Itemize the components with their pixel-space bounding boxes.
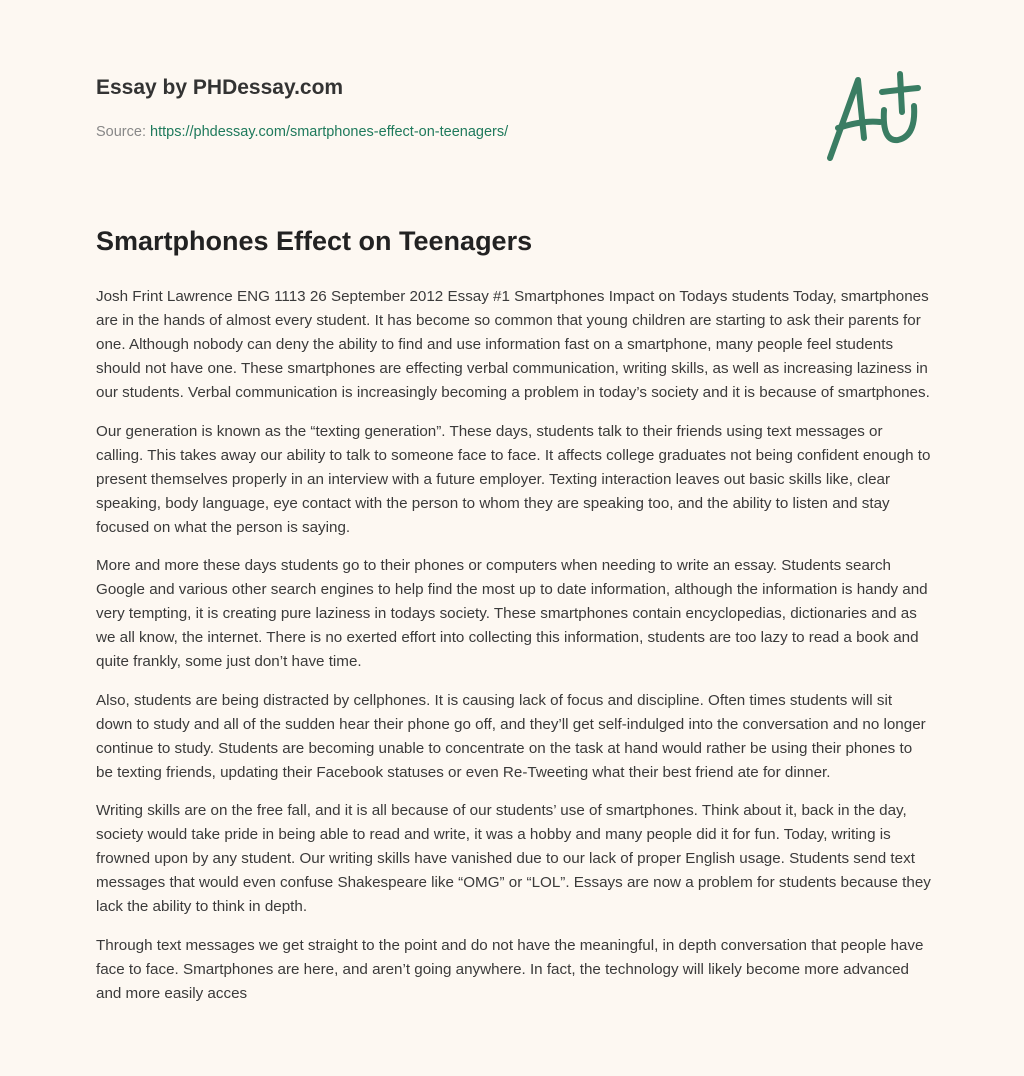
paragraph: Writing skills are on the free fall, and it is all because of our students’ use of smartphones. Think about it, back in the day, society would take pride in being able to read and write, it was a hobby and many people did it for fun. Today, writing is frowned upon by any student. Our writing skills have vanished due to our lack of proper English usage. Students send text messages that would even confuse Shakespeare like “OMG” or “LOL”. Essays are now a problem for students because they lack the ability to think in depth. <box>96 802 931 915</box>
source-label: Source: <box>96 124 146 140</box>
site-title: Essay by PHDessay.com <box>96 76 344 99</box>
article-title: Smartphones Effect on Teenagers <box>96 226 533 256</box>
paragraph: Through text messages we get straight to the point and do not have the meaningful, in depth conversation that people have face to face. Smartphones are here, and aren’t going anywhere. In fact, the technology will likely become more advanced and more easily acces <box>96 936 924 1002</box>
article-body <box>96 285 932 1020</box>
paragraph: Our generation is known as the “texting generation”. These days, students talk to their friends using text messages or calling. This takes away our ability to talk to someone face to face. It affects college graduates not being confident enough to present themselves properly in an interview with a future employer. Texting interaction leaves out basic skills like, clear speaking, body language, eye contact with the person to whom they are speaking too, and the ability to listen and stay focused on what the person is saying. <box>96 422 931 536</box>
paragraph: Also, students are being distracted by cellphones. It is causing lack of focus and discipline. Often times students will sit down to study and all of the sudden hear their phone go off, and they’ll get self-indulged into the conversation and no longer continue to study. Students are becoming unable to concentrate on the task at hand would rather be using their phones to be texting friends, updating their Facebook statuses or even Re-Tweeting what their best friend ate for dinner. <box>96 691 926 781</box>
paragraph: More and more these days students go to their phones or computers when needing to write an essay. Students search Google and various other search engines to help find the most up to date information, although the information is handy and very tempting, it is creating pure laziness in todays society. These smartphones contain encyclopedias, dictionaries and as we all know, the internet. There is no exerted effort into collecting this information, students are too lazy to read a book and quite frankly, some just don’t have time. <box>96 557 928 670</box>
paragraph: Josh Frint Lawrence ENG 1113 26 September 2012 Essay #1 Smartphones Impact on Todays students Today, smartphones are in the hands of almost every student. It has become so common that young children are starting to ask their parents for one. Although nobody can deny the ability to find and use information fast on a smartphone, many people feel students should not have one. These smartphones are effecting verbal communication, writing skills, as well as increasing laziness in our students. Verbal communication is increasingly becoming a problem in today’s society and it is because of smartphones. <box>96 288 930 401</box>
source-link[interactable]: https://phdessay.com/smartphones-effect-on-teenagers/ <box>150 124 509 140</box>
a-plus-logo-icon <box>818 68 928 164</box>
source-line <box>96 124 508 140</box>
